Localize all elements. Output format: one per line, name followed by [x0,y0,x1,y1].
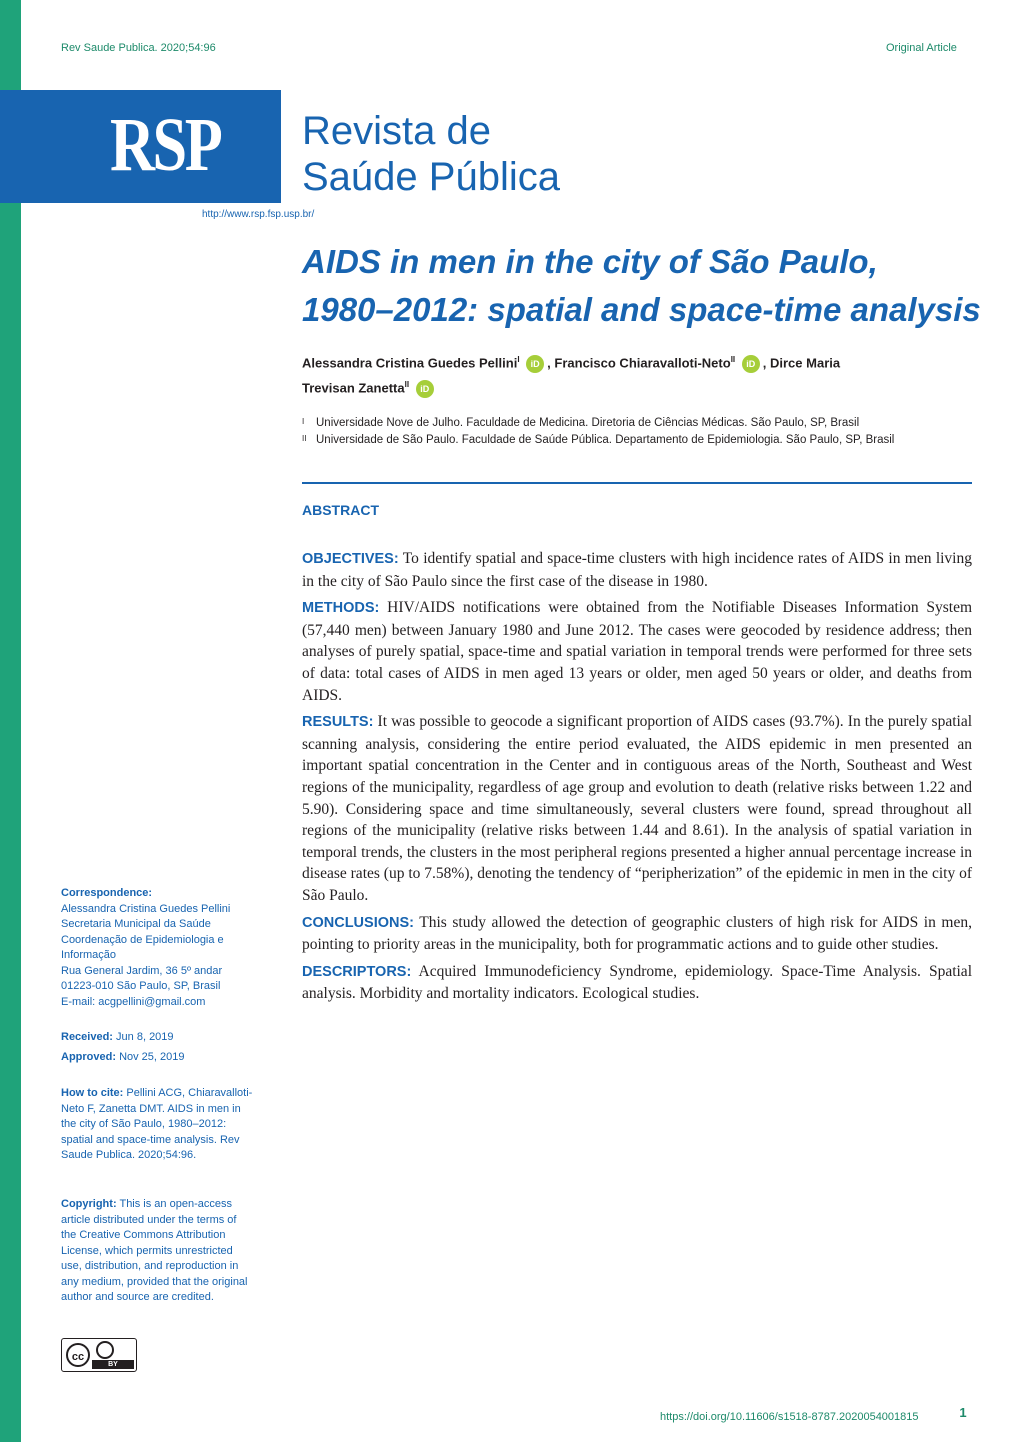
journal-name-line1: Revista de [302,109,491,153]
correspondence-label: Correspondence: [61,887,153,899]
approved-label: Approved: [61,1051,116,1063]
results-label: RESULTS: [302,714,374,731]
abstract-body [302,548,972,1010]
correspondence-line: Coordenação de Epidemiologia e [61,933,224,946]
article-title-line1: AIDS in men in the city of São Paulo, [302,243,878,280]
affiliation-text: Universidade de São Paulo. Faculdade de Saúde Pública. Departamento de Epidemiologia. São Paulo, SP, Brasil [316,434,895,446]
how-to-cite [61,1086,253,1164]
person-icon [96,1341,114,1359]
journal-name [302,108,560,200]
results-text: It was possible to geocode a significant proportion of AIDS cases (93.7%). In the purely spatial scanning analysis, considering the entire period evaluated, the AIDS epidemic in men presented an important spatial concentration in the Center and in contiguous areas of the North, Southeast and West regions of the municipality, regardless of age group and evolution to death (relative risks between 1.22 and 5.90). Considering space and time simultaneously, several clusters were found, spread throughout all regions of the municipality (relative risks between 1.44 and 8.61). In the analysis of spatial variation in temporal trends, the clusters in the most peripheral regions presented a higher annual percentage increase in disease rates (up to 7.58%), denoting the tendency of “peripherization” of the epidemic in men in the city of São Paulo. [302,713,973,904]
objectives-label: OBJECTIVES: [302,551,399,567]
copyright-notice [61,1197,253,1306]
journal-url-link[interactable]: http://www.rsp.fsp.usp.br/ [202,209,315,220]
objectives-text: To identify spatial and space-time clusters with high incidence rates of AIDS in men living in the city of São Paulo since the first case of the disease in 1980. [302,550,972,590]
abstract-divider [302,482,972,484]
approved-value: Nov 25, 2019 [119,1051,185,1063]
abstract-objectives [302,548,972,592]
journal-logo-text: RSP [110,103,221,187]
orcid-icon[interactable]: iD [416,380,434,398]
article-title [302,238,992,334]
author-name: Alessandra Cristina Guedes Pellini [302,355,518,371]
author-name-part: Dirce Maria [770,355,841,371]
author-list [302,349,982,400]
by-label: BY [92,1360,134,1369]
author-affil-mark: I [517,355,520,364]
cc-by-license-badge[interactable] [61,1338,137,1372]
copyright-text: This is an open-access article distributed under the terms of the Creative Commons Attribution License, which permits unrestricted use, distribution, and reproduction in any medium, provided that the original author and source are credited. [61,1198,248,1303]
descriptors-text: Acquired Immunodeficiency Syndrome, epidemiology. Space-Time Analysis. Spatial analysis. Morbidity and mortality indicators. Ecological studies. [302,962,972,1003]
abstract-methods [302,597,972,706]
author-name: Francisco Chiaravalloti-Neto [554,355,731,371]
approved-date [61,1050,261,1066]
header-article-type: Original Article [886,42,957,54]
author-separator: , [547,355,555,371]
correspondence-line: Informação [61,949,117,961]
descriptors-label: DESCRIPTORS: [302,963,412,980]
author-separator: , [762,355,770,371]
methods-text: HIV/AIDS notifications were obtained from the Notifiable Diseases Information System (57,440 men) between January 1980 and June 2012. The cases were geocoded by residence address; then analyses of purely spatial, space-time and spatial variation in temporal trends were performed for three sets of data: total cases of AIDS in men aged 13 years or older, men aged 50 years or older, and deaths from AIDS. [302,599,973,704]
abstract-conclusions [302,912,972,956]
affiliation-mark: II [302,434,307,443]
author-affil-mark: II [730,355,736,364]
methods-label: METHODS: [302,600,380,617]
correspondence-line: Secretaria Municipal da Saúde [61,918,211,930]
how-to-cite-text: Pellini ACG, Chiaravalloti-Neto F, Zanetta DMT. AIDS in men in the city of São Paulo, 1980–2012: spatial and space-time analysis. Rev Saude Publica. 2020;54:96. [61,1087,253,1161]
correspondence-line: Alessandra Cristina Guedes Pellini [61,902,231,915]
correspondence-line: Rua General Jardim, 36 5º andar [61,964,223,977]
conclusions-text: This study allowed the detection of geographic clusters of high risk for AIDS in men, pointing to priority areas in the municipality, both for programmatic actions and to guide other studies. [302,913,972,954]
affiliation-mark: I [302,417,305,426]
received-date [61,1030,261,1046]
author-affil-mark: II [404,380,410,390]
author-name-part: Trevisan Zanetta [302,380,405,396]
received-label: Received: [61,1031,113,1043]
correspondence-block [61,886,261,1010]
affiliation [302,417,859,429]
orcid-icon[interactable]: iD [742,355,760,373]
article-title-line2: 1980–2012: spatial and space-time analysis [302,291,981,328]
conclusions-label: CONCLUSIONS: [302,914,414,931]
journal-name-line2: Saúde Pública [302,155,560,199]
abstract-descriptors [302,961,972,1005]
received-value: Jun 8, 2019 [116,1031,174,1043]
abstract-heading: ABSTRACT [302,502,379,518]
page-number: 1 [959,1405,967,1420]
copyright-label: Copyright: [61,1198,117,1210]
affiliation-text: Universidade Nove de Julho. Faculdade de Medicina. Diretoria de Ciências Médicas. São Paulo, SP, Brasil [316,417,860,429]
how-to-cite-label: How to cite: [61,1087,124,1099]
doi-link[interactable]: https://doi.org/10.11606/s1518-8787.2020054001815 [660,1411,919,1423]
cc-icon: cc [66,1343,90,1367]
correspondence-email[interactable]: E-mail: acgpellini@gmail.com [61,995,206,1008]
abstract-results [302,711,972,906]
affiliation [302,434,894,446]
side-accent-bar [0,0,21,1442]
correspondence-line: 01223-010 São Paulo, SP, Brasil [61,980,221,992]
orcid-icon[interactable]: iD [526,355,544,373]
header-citation: Rev Saude Publica. 2020;54:96 [61,42,216,54]
